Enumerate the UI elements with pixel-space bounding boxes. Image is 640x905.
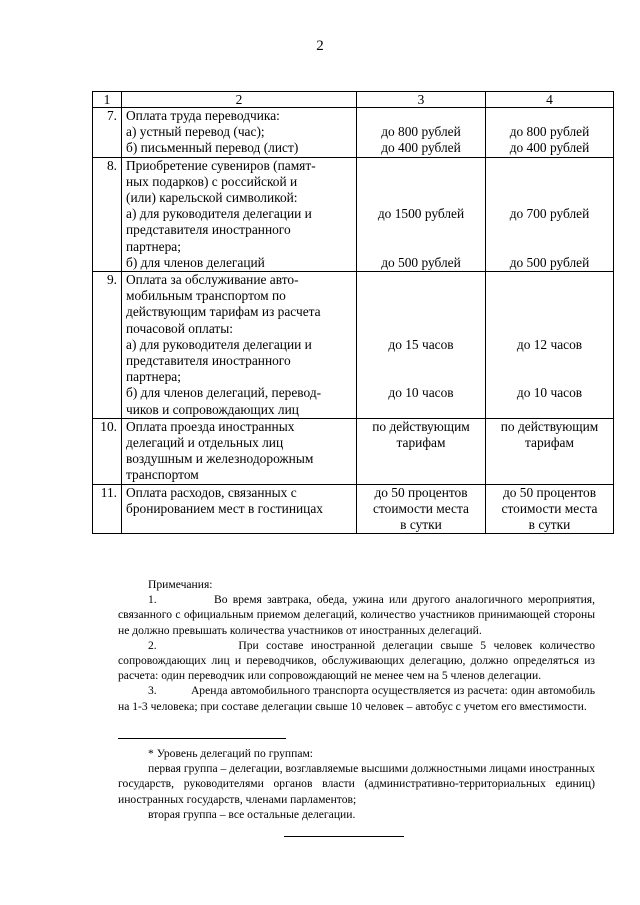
footnote-title: * Уровень делегаций по группам: (148, 747, 314, 760)
cell-line: до 800 рублей (381, 124, 461, 140)
cell-line (490, 239, 609, 255)
cell-line (490, 174, 609, 190)
row-number: 10. (93, 418, 122, 484)
cell-line: по действующим (500, 418, 599, 434)
cell-line: почасовой оплаты: (126, 320, 233, 336)
cell-line (490, 467, 609, 483)
cell-line (490, 451, 609, 467)
cell-line: Оплата труда переводчика: (126, 108, 280, 123)
cell-line (361, 288, 481, 304)
cell-line: а) для руководителя делегации и (126, 336, 312, 352)
cell-line (361, 174, 481, 190)
cell-line: б) письменный перевод (лист) (126, 140, 299, 156)
cell-line: (или) карельской символикой: (126, 190, 298, 206)
cell-line (361, 190, 481, 206)
cell-line: бронированием мест в гостиницах (126, 500, 323, 516)
note-item (118, 683, 595, 713)
end-divider (284, 836, 404, 837)
cell-line (490, 402, 609, 418)
footnote-section (118, 746, 595, 822)
expense-table (92, 91, 614, 534)
cell-line: тарифам (525, 435, 574, 451)
cell-line: Оплата расходов, связанных с (126, 484, 297, 500)
cell-line: до 700 рублей (509, 206, 590, 222)
cell-line: по действующим (372, 418, 470, 434)
cell-line (490, 272, 609, 288)
page-number: 2 (316, 38, 324, 54)
row-col4-value (486, 157, 614, 271)
header-cell: 4 (486, 92, 614, 108)
table-row (93, 108, 614, 158)
row-col3-value (357, 484, 486, 534)
row-number: 9. (93, 272, 122, 419)
cell-line (361, 451, 481, 467)
cell-line: до 10 часов (516, 385, 583, 401)
cell-line (361, 222, 481, 238)
cell-line: до 500 рублей (381, 254, 461, 270)
cell-line: транспортом (126, 467, 199, 483)
cell-line (490, 304, 609, 320)
table-row (93, 418, 614, 484)
cell-line (361, 272, 481, 288)
table-header-row (93, 92, 614, 108)
row-col4-value (486, 272, 614, 419)
cell-line: в сутки (528, 517, 571, 533)
footnote-divider (118, 738, 286, 739)
cell-line: партнера; (126, 369, 181, 385)
row-col4-value (486, 108, 614, 158)
header-cell: 2 (122, 92, 357, 108)
cell-line (361, 402, 481, 418)
cell-line: Оплата за обслуживание авто- (126, 272, 299, 288)
cell-line: стоимости места (373, 500, 469, 516)
cell-line (490, 222, 609, 238)
header-cell: 3 (357, 92, 486, 108)
row-description (122, 418, 357, 484)
cell-line (361, 321, 481, 337)
cell-line (490, 369, 609, 385)
cell-line: в сутки (400, 517, 442, 533)
cell-line: воздушным и железнодорожным (126, 451, 314, 467)
cell-line: тарифам (396, 435, 446, 451)
cell-line (361, 239, 481, 255)
cell-line: до 800 рублей (509, 124, 590, 140)
cell-line: партнера; (126, 238, 181, 254)
row-description (122, 157, 357, 271)
row-col4-value (486, 418, 614, 484)
row-description (122, 108, 357, 158)
note-number: 1. (148, 593, 157, 607)
row-number: 11. (93, 484, 122, 534)
cell-line: действующим тарифам из расчета (126, 304, 321, 320)
cell-line (490, 190, 609, 206)
cell-line: б) для членов делегаций, перевод- (126, 385, 322, 401)
table-row (93, 484, 614, 534)
cell-line: а) для руководителя делегации и (126, 206, 312, 222)
cell-line: до 400 рублей (509, 140, 590, 156)
cell-line (490, 321, 609, 337)
cell-line: стоимости места (501, 500, 598, 516)
table-row (93, 157, 614, 271)
footnote-group-2: вторая группа – все остальные делегации. (148, 807, 356, 821)
cell-line: до 12 часов (516, 336, 583, 352)
row-col3-value (357, 272, 486, 419)
table-row (93, 272, 614, 419)
cell-line (490, 353, 609, 369)
cell-line (490, 108, 609, 124)
cell-line (361, 158, 481, 174)
row-number: 8. (93, 157, 122, 271)
row-description (122, 272, 357, 419)
cell-line: б) для членов делегаций (126, 254, 265, 270)
header-cell: 1 (93, 92, 122, 108)
row-description (122, 484, 357, 534)
cell-line (490, 158, 609, 174)
cell-line: представителя иностранного (126, 353, 291, 369)
cell-line (126, 517, 352, 533)
cell-line: до 1500 рублей (377, 206, 465, 222)
cell-line (361, 369, 481, 385)
row-number: 7. (93, 108, 122, 158)
cell-line (361, 467, 481, 483)
cell-line (490, 288, 609, 304)
cell-line: до 10 часов (388, 385, 454, 401)
notes-title: Примечания: (148, 578, 213, 591)
cell-line: а) устный перевод (час); (126, 124, 265, 140)
cell-line: Приобретение сувениров (памят- (126, 157, 316, 173)
cell-line: представителя иностранного (126, 222, 291, 238)
cell-line: чиков и сопровождающих лиц (126, 401, 299, 417)
note-number: 2. (148, 638, 157, 652)
row-col3-value (357, 157, 486, 271)
cell-line (361, 304, 481, 320)
cell-line: до 50 процентов (374, 484, 468, 500)
note-text: При составе иностранной делегации свыше 5 человек количество сопровождающих лиц и переводчиков, обслуживающих делегацию, должно определяться из расчета: один переводчик или сопровождающий не менее чем на 5 членов делегации. (118, 638, 595, 683)
row-col3-value (357, 418, 486, 484)
row-col3-value (357, 108, 486, 158)
cell-line (361, 108, 481, 124)
footnote-group-1: первая группа – делегации, возглавляемые высшими должностными лицами иностранных государств, руководителями органов власти (административно-территориальных единиц) иностранных государств, членами парламентов; (118, 762, 595, 806)
cell-line: до 400 рублей (381, 140, 461, 156)
cell-line (361, 353, 481, 369)
notes-section (118, 577, 595, 714)
cell-line: Оплата проезда иностранных (126, 418, 295, 434)
note-item (118, 592, 595, 638)
cell-line: делегаций и отдельных лиц (126, 435, 284, 451)
row-col4-value (486, 484, 614, 534)
note-text: Во время завтрака, обеда, ужина или другого аналогичного мероприятия, связанного с официальным приемом делегаций, количество участников принимающей стороны не должно превышать количества участников от иностранных делегаций. (118, 593, 595, 637)
note-text: Аренда автомобильного транспорта осуществляется из расчета: один автомобиль на 1-3 человека; при составе делегации свыше 10 человек – автобус с учетом его вместимости. (118, 684, 595, 713)
cell-line: до 500 рублей (509, 254, 590, 270)
cell-line: до 50 процентов (502, 484, 597, 500)
cell-line: ных подарков) с российской и (126, 173, 298, 189)
note-number: 3. (148, 684, 157, 698)
cell-line: мобильным транспортом по (126, 288, 286, 304)
note-item (118, 638, 595, 684)
cell-line: до 15 часов (388, 336, 454, 352)
